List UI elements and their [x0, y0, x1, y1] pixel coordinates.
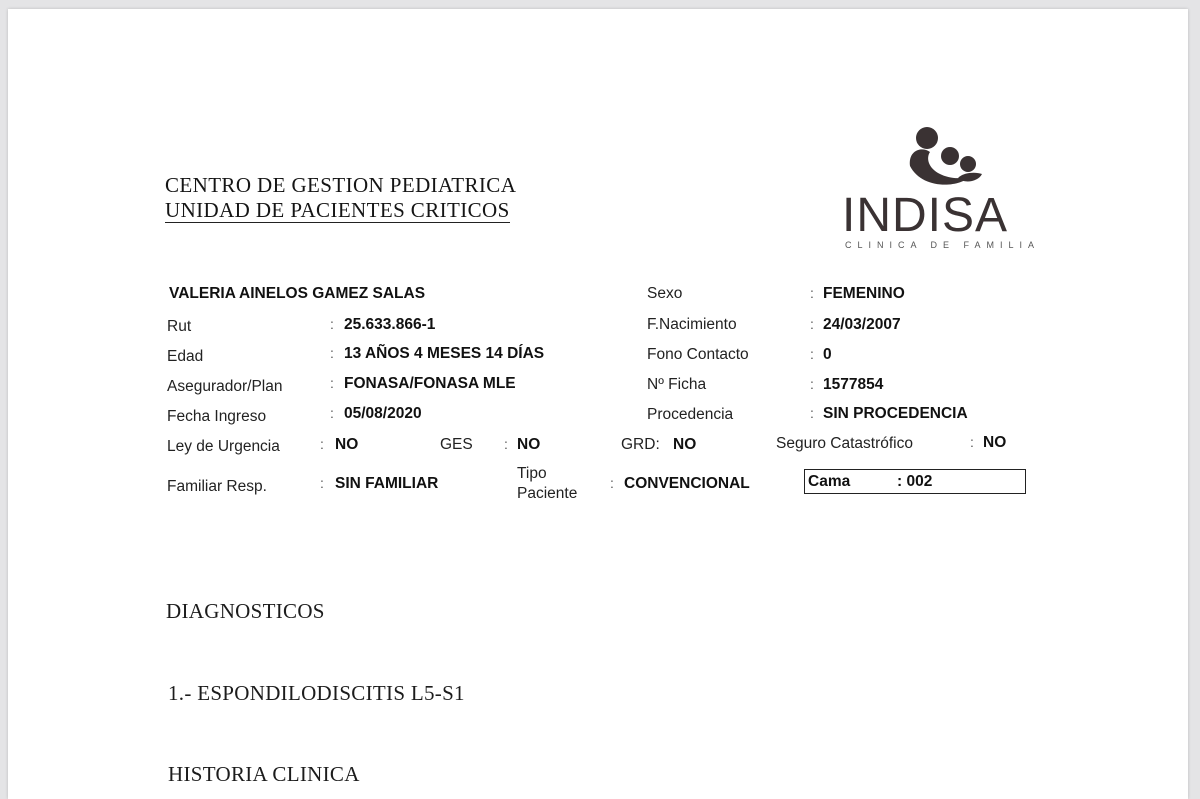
cama-value: : 002: [897, 473, 933, 490]
diagnosticos-title: DIAGNOSTICOS: [166, 599, 325, 623]
colon: :: [330, 316, 334, 332]
colon: :: [970, 434, 974, 450]
grd-label: GRD:: [621, 436, 660, 453]
fnac-label: F.Nacimiento: [647, 316, 737, 333]
urgencia-label: Ley de Urgencia: [167, 438, 280, 455]
center-title: CENTRO DE GESTION PEDIATRICA: [165, 173, 517, 197]
colon: :: [330, 345, 334, 361]
edad-label: Edad: [167, 348, 204, 365]
fono-label: Fono Contacto: [647, 346, 749, 363]
ficha-label: Nº Ficha: [647, 376, 707, 393]
colon: :: [810, 376, 814, 392]
tipo-value: CONVENCIONAL: [624, 475, 750, 492]
historia-title: HISTORIA CLINICA: [168, 762, 360, 786]
unit-title: UNIDAD DE PACIENTES CRITICOS: [165, 198, 510, 222]
ficha-value: 1577854: [823, 376, 884, 393]
colon: :: [320, 475, 324, 491]
colon: :: [504, 436, 508, 452]
tipo-label: Tipo: [517, 465, 547, 482]
brand-tagline: CLINICA DE FAMILIA: [845, 240, 1041, 250]
rut-label: Rut: [167, 318, 192, 335]
colon: :: [610, 475, 614, 491]
procedencia-value: SIN PROCEDENCIA: [823, 405, 968, 422]
edad-value: 13 AÑOS 4 MESES 14 DÍAS: [344, 345, 545, 362]
sexo-label: Sexo: [647, 285, 683, 302]
urgencia-value: NO: [335, 436, 359, 453]
seguro-label: Seguro Catastrófico: [776, 435, 913, 452]
asegurador-label: Asegurador/Plan: [167, 378, 283, 395]
sexo-value: FEMENINO: [823, 285, 905, 302]
diagnostico-item: 1.- ESPONDILODISCITIS L5-S1: [168, 681, 465, 705]
familiar-value: SIN FAMILIAR: [335, 475, 439, 492]
fnac-value: 24/03/2007: [823, 316, 901, 333]
colon: :: [810, 316, 814, 332]
ingreso-value: 05/08/2020: [344, 405, 422, 422]
family-figures-icon: [900, 124, 990, 194]
procedencia-label: Procedencia: [647, 406, 734, 423]
ges-label: GES: [440, 436, 473, 453]
brand-logo-text: INDISA: [842, 189, 1009, 242]
asegurador-value: FONASA/FONASA MLE: [344, 375, 516, 392]
ges-value: NO: [517, 436, 541, 453]
colon: :: [330, 405, 334, 421]
grd-value: NO: [673, 436, 697, 453]
seguro-value: NO: [983, 434, 1007, 451]
fono-value: 0: [823, 346, 832, 363]
cama-label: Cama: [808, 473, 851, 490]
colon: :: [810, 346, 814, 362]
colon: :: [810, 285, 814, 301]
paciente-label: Paciente: [517, 485, 578, 502]
rut-value: 25.633.866-1: [344, 316, 436, 333]
patient-name: VALERIA AINELOS GAMEZ SALAS: [169, 285, 426, 302]
colon: :: [810, 405, 814, 421]
familiar-label: Familiar Resp.: [167, 478, 267, 495]
ingreso-label: Fecha Ingreso: [167, 408, 267, 425]
colon: :: [330, 375, 334, 391]
colon: :: [320, 436, 324, 452]
